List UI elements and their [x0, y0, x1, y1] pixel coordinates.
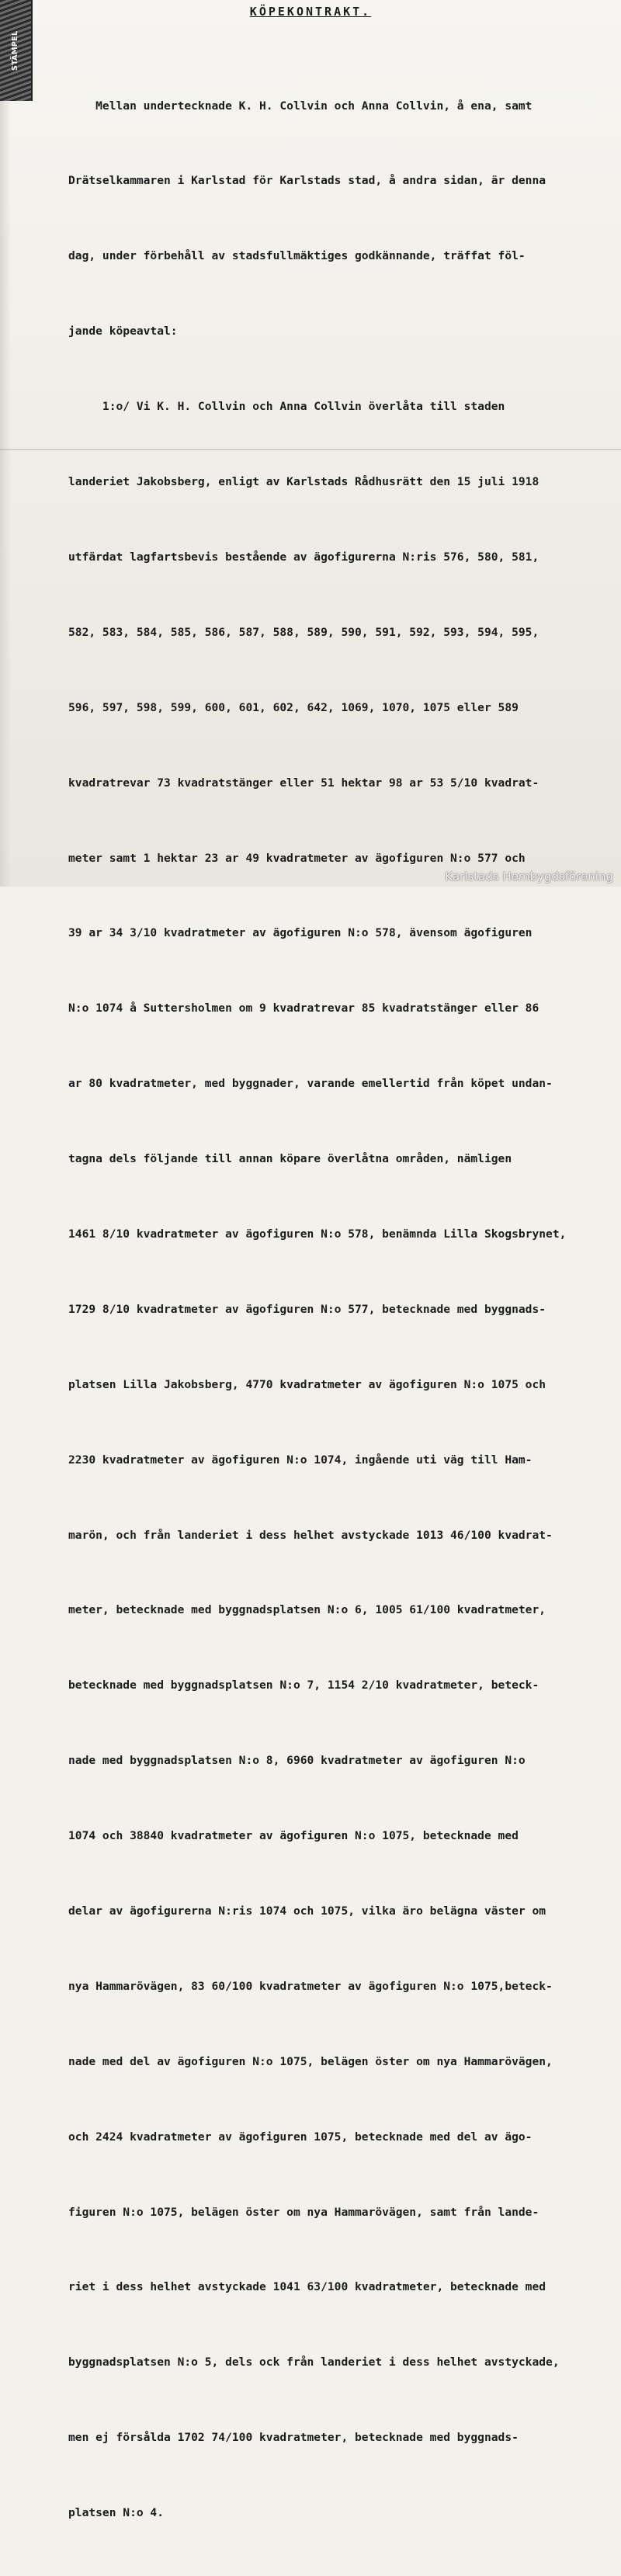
watermark: Karlstads Hembygdsförening	[445, 870, 613, 884]
text-line: 582, 583, 584, 585, 586, 587, 588, 589, 590, 591, 592, 593, 594, 595,	[68, 625, 539, 639]
text-line: nade med del av ägofiguren N:o 1075, belägen öster om nya Hammarövägen,	[68, 2054, 553, 2068]
text-line: nya Hammarövägen, 83 60/100 kvadratmeter av ägofiguren N:o 1075,beteck-	[68, 1979, 553, 1993]
text-line: landeriet Jakobsberg, enligt av Karlstads Rådhusrätt den 15 juli 1918	[68, 475, 539, 489]
document-title: KÖPEKONTRAKT.	[249, 5, 372, 19]
text-line: kvadratrevar 73 kvadratstänger eller 51 hektar 98 ar 53 5/10 kvadrat-	[68, 776, 539, 790]
contract-body	[68, 43, 612, 2576]
text-line: 596, 597, 598, 599, 600, 601, 602, 642, 1069, 1070, 1075 eller 589	[68, 700, 519, 714]
text-line: 39 ar 34 3/10 kvadratmeter av ägofiguren N:o 578, ävensom ägofiguren	[68, 926, 533, 940]
document-title-wrap	[0, 5, 621, 19]
text-line: betecknade med byggnadsplatsen N:o 7, 1154 2/10 kvadratmeter, beteck-	[68, 1679, 539, 1692]
text-line: ar 80 kvadratmeter, med byggnader, varande emellertid från köpet undan-	[68, 1077, 553, 1091]
text-line: 1729 8/10 kvadratmeter av ägofiguren N:o 577, betecknade med byggnads-	[68, 1302, 546, 1316]
text-line: byggnadsplatsen N:o 5, dels ock från landeriet i dess helhet avstyckade,	[68, 2356, 560, 2369]
text-line: N:o 1074 å Suttersholmen om 9 kvadratrevar 85 kvadratstänger eller 86	[68, 1002, 539, 1015]
text-line: utfärdat lagfartsbevis bestående av ägofigurerna N:ris 576, 580, 581,	[68, 550, 539, 564]
text-line: riet i dess helhet avstyckade 1041 63/100 kvadratmeter, betecknade med	[68, 2280, 546, 2294]
text-line: men ej försålda 1702 74/100 kvadratmeter, betecknade med byggnads-	[68, 2431, 519, 2445]
text-line: jande köpeavtal:	[68, 325, 178, 338]
text-line: platsen N:o 4.	[68, 2506, 165, 2520]
text-line: 1074 och 38840 kvadratmeter av ägofiguren N:o 1075, betecknade med	[68, 1829, 519, 1843]
text-line: meter samt 1 hektar 23 ar 49 kvadratmeter av ägofiguren N:o 577 och	[68, 851, 526, 865]
text-line: platsen Lilla Jakobsberg, 4770 kvadratmeter av ägofiguren N:o 1075 och	[68, 1377, 546, 1391]
text-line: och 2424 kvadratmeter av ägofiguren 1075, betecknade med del av ägo-	[68, 2130, 533, 2144]
stamp-label: STÄMPEL	[11, 30, 20, 71]
text-line: 1461 8/10 kvadratmeter av ägofiguren N:o 578, benämnda Lilla Skogsbrynet,	[68, 1227, 567, 1241]
text-line: meter, betecknade med byggnadsplatsen N:o 6, 1005 61/100 kvadratmeter,	[68, 1603, 546, 1617]
text-line: tagna dels följande till annan köpare överlåtna områden, nämligen	[68, 1152, 512, 1166]
text-line: Drätselkammaren i Karlstad för Karlstads stad, å andra sidan, är denna	[68, 174, 546, 188]
text-line: 2230 kvadratmeter av ägofiguren N:o 1074, ingående uti väg till Ham-	[68, 1453, 533, 1467]
text-line: delar av ägofigurerna N:ris 1074 och 1075, vilka äro belägna väster om	[68, 1904, 546, 1918]
text-line: 1:o/ Vi K. H. Collvin och Anna Collvin överlåta till staden	[68, 400, 505, 414]
text-line: nade med byggnadsplatsen N:o 8, 6960 kvadratmeter av ägofiguren N:o	[68, 1754, 526, 1768]
text-line: Mellan undertecknade K. H. Collvin och Anna Collvin, å ena, samt	[68, 99, 533, 113]
text-line: marön, och från landeriet i dess helhet avstyckade 1013 46/100 kvadrat-	[68, 1528, 553, 1542]
text-line: dag, under förbehåll av stadsfullmäktiges godkännande, träffat föl-	[68, 249, 526, 263]
text-line: figuren N:o 1075, belägen öster om nya Hammarövägen, samt från lande-	[68, 2205, 539, 2219]
page-edge-shadow	[0, 0, 11, 887]
